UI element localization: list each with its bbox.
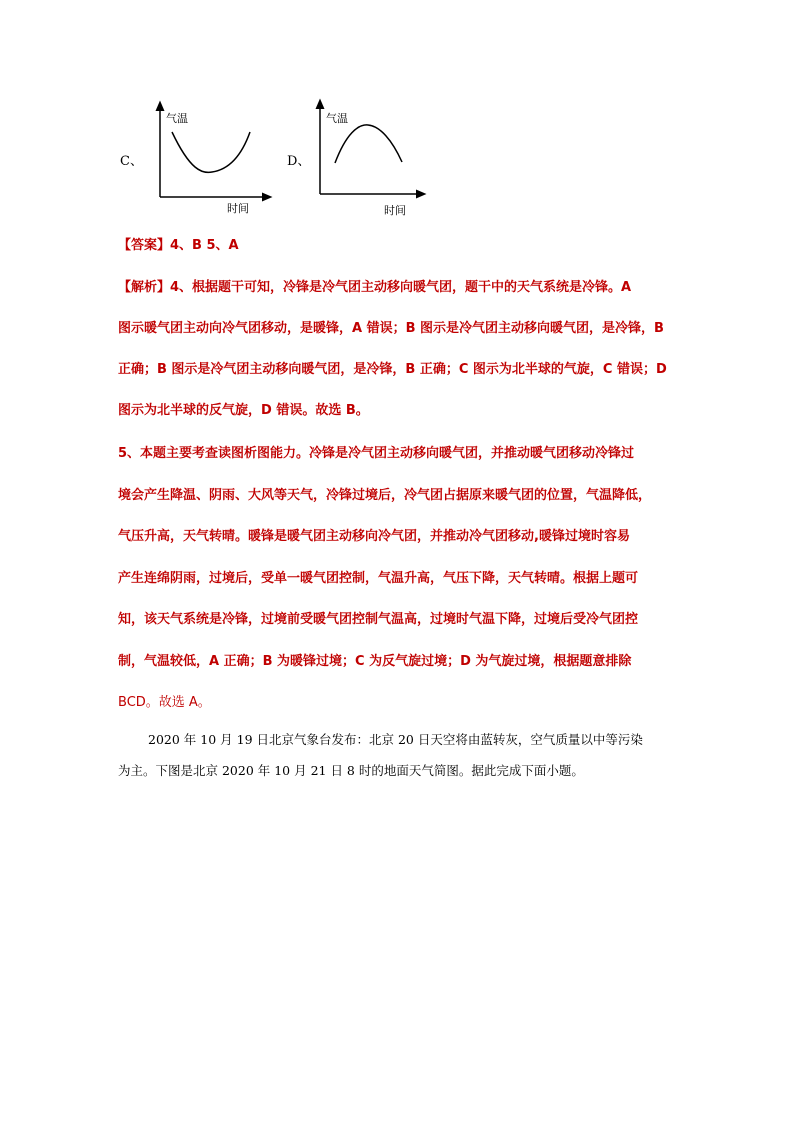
option-d-curve	[335, 125, 402, 163]
analysis-line: 知，该天气系统是冷锋，过境前受暖气团控制气温高，过境时气温下降，过境后受冷气团控	[118, 612, 639, 627]
analysis-line: 图示暖气团主动向冷气团移动，是暖锋，A 错误；B 图示是冷气团主动移向暖气团，是冷锋，B	[118, 321, 664, 336]
option-c-curve	[172, 132, 250, 172]
option-d-y-axis-label: 气温	[326, 112, 348, 125]
analysis-line: 产生连绵阴雨，过境后，受单一暖气团控制，气温升高，气压下降，天气转晴。根据上题可	[118, 571, 639, 586]
option-d-label: D、	[287, 154, 311, 169]
option-c-y-axis-label: 气温	[166, 112, 188, 125]
analysis-line: 图示为北半球的反气旋，D 错误。故选 B。	[118, 403, 369, 418]
analysis-line: 气压升高，天气转晴。暖锋是暖气团主动移向冷气团，并推动冷气团移动,暖锋过境时容易	[118, 529, 630, 544]
answer-line: 【答案】4、B 5、A	[118, 238, 239, 253]
passage-line: 2020 年 10 月 19 日北京气象台发布：北京 20 日天空将由蓝转灰，空气质量以中等污染	[148, 732, 643, 747]
analysis-line: 境会产生降温、阴雨、大风等天气，冷锋过境后，冷气团占据原来暖气团的位置，气温降低，	[118, 488, 652, 503]
option-d-x-axis-label: 时间	[384, 204, 406, 217]
analysis-line: 制，气温较低，A 正确；B 为暖锋过境；C 为反气旋过境；D 为气旋过境，根据题意排除	[118, 654, 632, 669]
option-c-x-axis-label: 时间	[227, 202, 249, 215]
analysis-line: 正确；B 图示是冷气团主动移向暖气团，是冷锋，B 正确；C 图示为北半球的气旋，C 错误；D	[118, 362, 667, 377]
option-c-label: C、	[120, 154, 143, 169]
analysis-line: 【解析】4、根据题干可知，冷锋是冷气团主动移向暖气团，题干中的天气系统是冷锋。A	[118, 280, 632, 295]
option-c-graph	[150, 100, 280, 215]
option-d-graph	[310, 100, 440, 215]
passage-line: 为主。下图是北京 2020 年 10 月 21 日 8 时的地面天气简图。据此完成下面小题。	[118, 763, 584, 778]
analysis-line: 5、本题主要考查读图析图能力。冷锋是冷气团主动移向暖气团，并推动暖气团移动冷锋过	[118, 446, 635, 461]
analysis-line: BCD。故选 A。	[118, 695, 211, 710]
